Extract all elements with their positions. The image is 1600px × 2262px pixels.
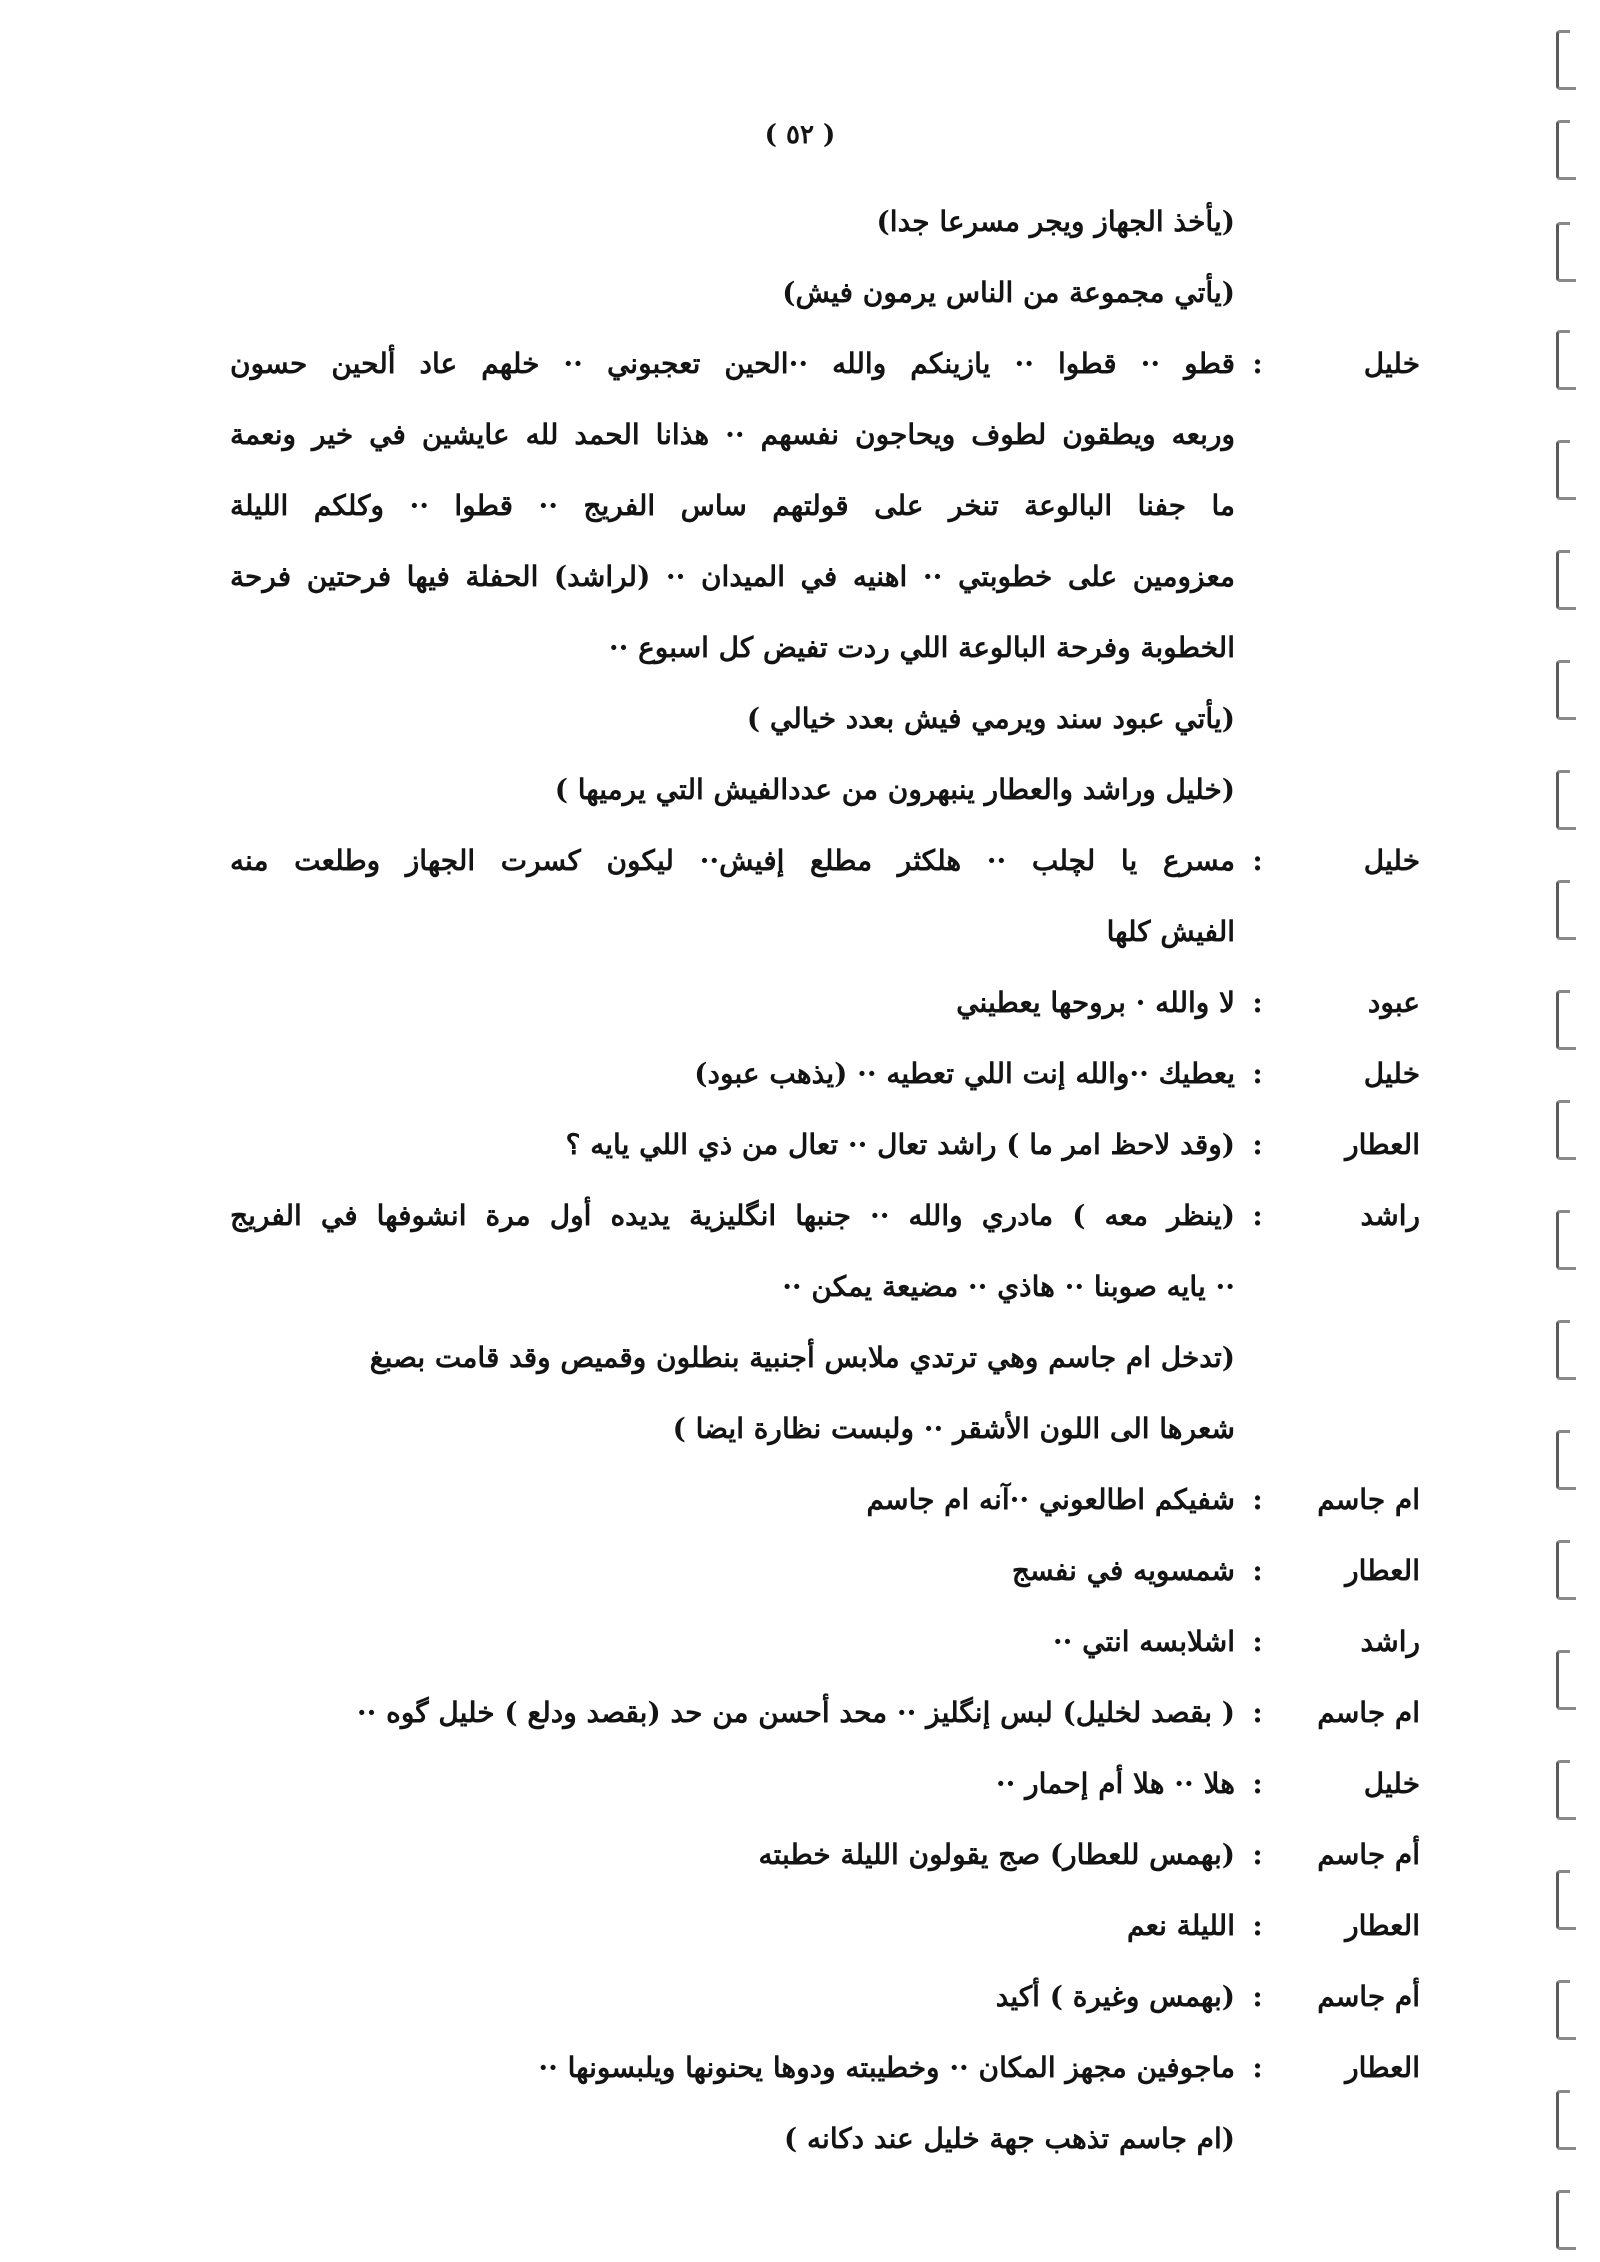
speech-lines xyxy=(230,1961,1235,2032)
speaker-name: ام جاسم xyxy=(1317,1696,1420,1729)
dialogue-entry xyxy=(230,1961,1420,2032)
stage-direction: (يأتي مجموعة من الناس يرمون فيش) xyxy=(782,276,1235,309)
spiral-binding xyxy=(1536,0,1600,2262)
speech-line: ماجوفين مجهز المكان ·· وخطيبته ودوها يحنونها ويلبسونها ·· xyxy=(538,2051,1235,2084)
speaker-name: خليل xyxy=(1363,844,1420,877)
binding-ring xyxy=(1556,330,1570,390)
speaker-name: عبود xyxy=(1367,986,1420,1019)
speech-lines xyxy=(230,967,1235,1038)
speech xyxy=(230,1748,1280,1819)
speech-line: مسرع يا لچلب ·· هلكثر مطلع إفيش·· ليكون كسرت الجهاز وطلعت منه xyxy=(230,844,1235,877)
colon-separator: : xyxy=(1252,1980,1263,2013)
script-text xyxy=(230,186,1420,2174)
speech-line: الفيش كلها xyxy=(1106,915,1235,948)
speech-line: ·· يايه صوبنا ·· هاذي ·· مضيعة يمكن ·· xyxy=(782,1270,1235,1303)
colon-separator: : xyxy=(1252,986,1263,1019)
binding-ring xyxy=(1556,880,1570,940)
speaker-name: العطار xyxy=(1345,2051,1420,2084)
binding-ring xyxy=(1556,1100,1570,1160)
speech-line: يعطيك ··والله إنت اللي تعطيه ·· (يذهب عبود) xyxy=(694,1057,1235,1090)
speaker-name: العطار xyxy=(1345,1128,1420,1161)
stage-direction: (خليل وراشد والعطار ينبهرون من عددالفيش التي يرميها ) xyxy=(554,773,1235,806)
colon-separator: : xyxy=(1252,1625,1263,1658)
speech-line: اشلابسه انتي ·· xyxy=(1052,1625,1235,1658)
dialogue-entry xyxy=(230,328,1420,683)
binding-ring xyxy=(1556,1210,1570,1270)
speech-line: شفيكم اطالعوني ··آنه ام جاسم xyxy=(866,1483,1235,1516)
speech xyxy=(230,1038,1280,1109)
page-number: ( ٥٢ ) xyxy=(764,120,836,150)
speaker-name: خليل xyxy=(1363,1767,1420,1800)
dialogue-entry xyxy=(230,825,1420,967)
speech-lines xyxy=(230,1606,1235,1677)
binding-ring xyxy=(1556,1870,1570,1930)
stage-direction: (يأخذ الجهاز ويجر مسرعا جدا) xyxy=(876,205,1235,238)
speaker-name: أم جاسم xyxy=(1317,1980,1420,2013)
speech-line: (بهمس وغيرة ) أكيد xyxy=(995,1980,1235,2013)
dialogue-entry xyxy=(230,1819,1420,1890)
colon-separator: : xyxy=(1252,1696,1263,1729)
speech-lines xyxy=(230,1890,1235,1961)
stage-direction: شعرها الى اللون الأشقر ·· ولبست نظارة ايضا ) xyxy=(672,1412,1235,1445)
dialogue-entry xyxy=(230,1038,1420,1109)
speech-lines xyxy=(230,1748,1235,1819)
speech xyxy=(230,825,1280,967)
stage-direction: (يأتي عبود سند ويرمي فيش بعدد خيالي ) xyxy=(746,702,1235,735)
speech-line: (بهمس للعطار) صج يقولون الليلة خطبته xyxy=(758,1838,1235,1871)
binding-ring xyxy=(1556,120,1570,180)
binding-ring xyxy=(1556,660,1570,720)
speech-lines xyxy=(230,328,1235,683)
speech xyxy=(230,1535,1280,1606)
speaker-name: العطار xyxy=(1345,1909,1420,1942)
speech-lines xyxy=(230,1677,1235,1748)
speaker-name: العطار xyxy=(1345,1554,1420,1587)
dialogue-entry xyxy=(230,1890,1420,1961)
colon-separator: : xyxy=(1252,1199,1263,1232)
binding-ring xyxy=(1556,30,1570,90)
colon-separator: : xyxy=(1252,1909,1263,1942)
speech xyxy=(230,1180,1280,1322)
speaker-name: راشد xyxy=(1360,1199,1420,1232)
speech xyxy=(230,2032,1280,2103)
colon-separator: : xyxy=(1252,347,1263,380)
dialogue-entry xyxy=(230,2032,1420,2103)
speech-line: هلا ·· هلا أم إحمار ·· xyxy=(995,1767,1235,1800)
binding-ring xyxy=(1556,1540,1570,1600)
stage-direction: (تدخل ام جاسم وهي ترتدي ملابس أجنبية بنطلون وقميص وقد قامت بصبغ xyxy=(369,1341,1235,1374)
binding-ring xyxy=(1556,770,1570,830)
binding-ring xyxy=(1556,1760,1570,1820)
speaker-name: راشد xyxy=(1360,1625,1420,1658)
binding-ring xyxy=(1556,2190,1570,2250)
colon-separator: : xyxy=(1252,1128,1263,1161)
speech-line: قطو ·· قطوا ·· يازينكم والله ··الحين تعجبوني ·· خلهم عاد ألحين حسون xyxy=(230,347,1235,380)
speech-lines xyxy=(230,2032,1235,2103)
colon-separator: : xyxy=(1252,1767,1263,1800)
binding-ring xyxy=(1556,1430,1570,1490)
stage-direction: (ام جاسم تذهب جهة خليل عند دكانه ) xyxy=(784,2122,1235,2155)
speech xyxy=(230,1606,1280,1677)
speech xyxy=(230,1890,1280,1961)
dialogue-entry xyxy=(230,1748,1420,1819)
dialogue-entry xyxy=(230,1180,1420,1322)
binding-ring xyxy=(1556,990,1570,1050)
colon-separator: : xyxy=(1252,1554,1263,1587)
speech-line: معزومين على خطوبتي ·· اهنيه في الميدان ·· (لراشد) الحفلة فيها فرحتين فرحة xyxy=(230,560,1235,593)
binding-ring xyxy=(1556,1320,1570,1380)
speech-lines xyxy=(230,1535,1235,1606)
speech-line: (ينظر معه ) مادري والله ·· جنبها انگليزية يديده أول مرة انشوفها في الفريج xyxy=(230,1199,1235,1232)
binding-ring xyxy=(1556,2090,1570,2150)
binding-ring xyxy=(1556,440,1570,500)
binding-ring xyxy=(1556,1980,1570,2040)
binding-ring xyxy=(1556,550,1570,610)
speech-line: ما جفنا البالوعة تنخر على قولتهم ساس الفريج ·· قطوا ·· وكلكم الليلة xyxy=(230,489,1235,522)
speech xyxy=(230,967,1280,1038)
speech-lines xyxy=(230,825,1235,967)
speaker-name: أم جاسم xyxy=(1317,1838,1420,1871)
speech-line: شمسويه في نفسج xyxy=(1011,1554,1235,1587)
speaker-name: ام جاسم xyxy=(1317,1483,1420,1516)
colon-separator: : xyxy=(1252,1838,1263,1871)
speech xyxy=(230,1961,1280,2032)
dialogue-entry xyxy=(230,1464,1420,1535)
speech xyxy=(230,1109,1280,1180)
speech-line: وربعه ويطقون لطوف ويحاجون نفسهم ·· هذانا الحمد لله عايشين في خير ونعمة xyxy=(230,418,1235,451)
speech xyxy=(230,328,1280,683)
speech-lines xyxy=(230,1109,1235,1180)
speaker-name: خليل xyxy=(1363,1057,1420,1090)
speech-line: الخطوبة وفرحة البالوعة اللي ردت تفيض كل اسبوع ·· xyxy=(608,631,1235,664)
speech-lines xyxy=(230,1038,1235,1109)
colon-separator: : xyxy=(1252,1483,1263,1516)
speech-line: (وقد لاحظ امر ما ) راشد تعال ·· تعال من ذي اللي يايه ؟ xyxy=(565,1128,1235,1161)
speech xyxy=(230,1819,1280,1890)
binding-ring xyxy=(1556,1650,1570,1710)
speech xyxy=(230,1677,1280,1748)
dialogue-entry xyxy=(230,1535,1420,1606)
speech-line: الليلة نعم xyxy=(1127,1909,1235,1942)
speech xyxy=(230,1464,1280,1535)
speaker-name: خليل xyxy=(1363,347,1420,380)
dialogue-entry xyxy=(230,1109,1420,1180)
speech-line: ( بقصد لخليل) لبس إنگليز ·· محد أحسن من حد (بقصد ودلع ) خليل گوه ·· xyxy=(356,1696,1235,1729)
colon-separator: : xyxy=(1252,2051,1263,2084)
dialogue-entry xyxy=(230,1606,1420,1677)
speech-line: لا والله · بروحها يعطيني xyxy=(956,986,1235,1019)
binding-ring xyxy=(1556,222,1570,282)
speech-lines xyxy=(230,1819,1235,1890)
colon-separator: : xyxy=(1252,1057,1263,1090)
speech-lines xyxy=(230,1180,1235,1322)
dialogue-entry xyxy=(230,1677,1420,1748)
colon-separator: : xyxy=(1252,844,1263,877)
speech-lines xyxy=(230,1464,1235,1535)
dialogue-entry xyxy=(230,967,1420,1038)
